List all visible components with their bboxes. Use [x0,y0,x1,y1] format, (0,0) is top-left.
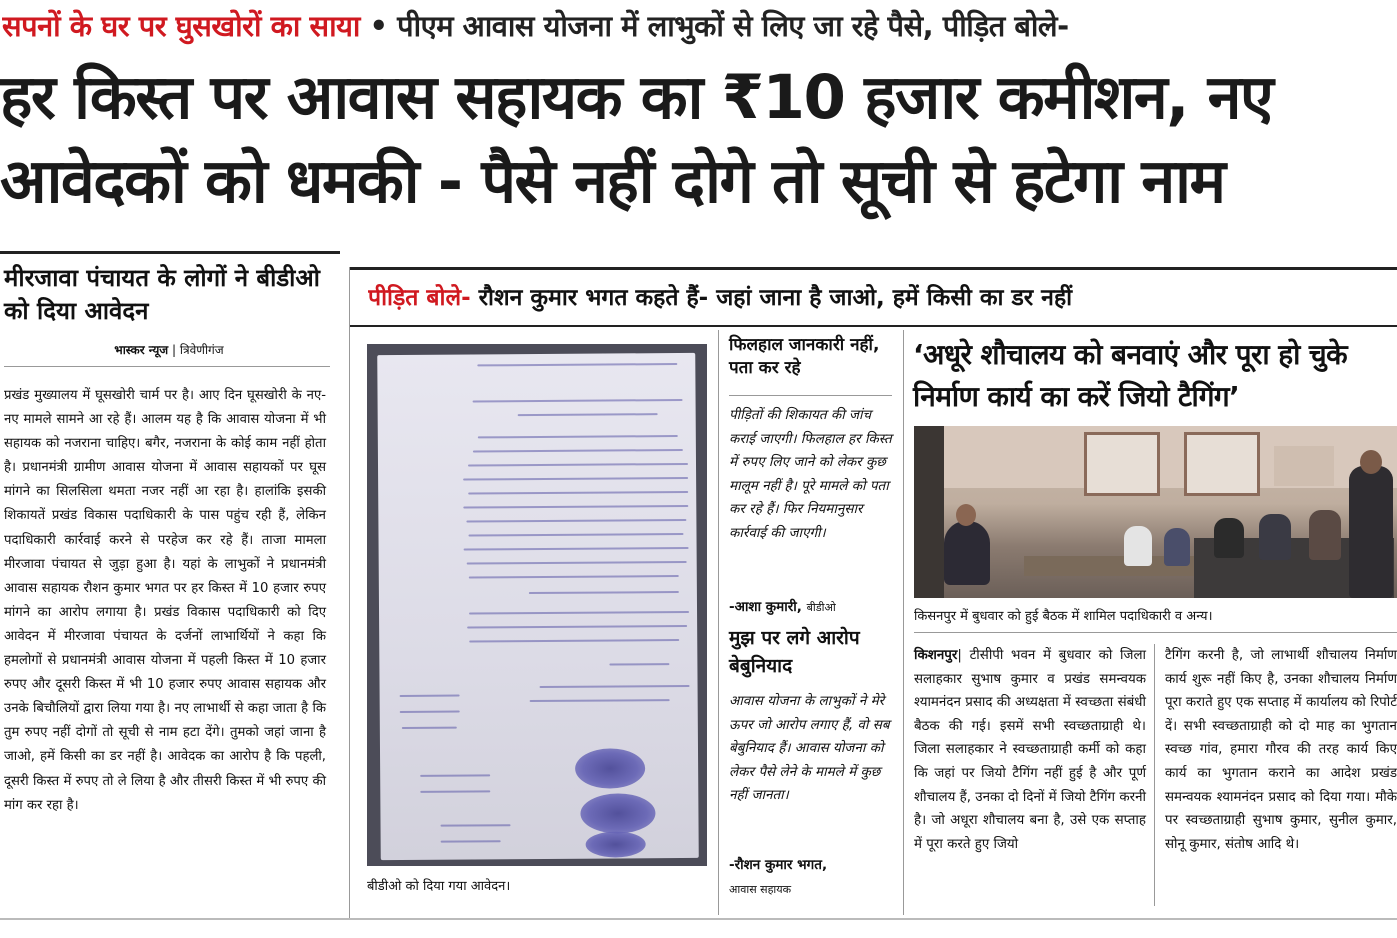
quote-rule [729,395,892,396]
bdo-signature [729,597,892,615]
kicker-dark: • पीएम आवास योजना में लाभुकों से लिए जा रहे पैसे, पीड़ित बोले- [359,9,1069,43]
right-story-column-a: किशनपुर| टीसीपी भवन में बुधवार को जिला सलाहकार सुभाष कुमार व प्रखंड समन्वयक श्यामनंदन प्रसाद की अध्यक्षता में स्वच्छता संबंधी बैठक की गई। इसमें सभी स्वच्छताग्राही थे। जिला सलाहकार ने स्वच्छताग्राही कर्मी को कहा कि जहां पर जियो टैगिंग नहीं हुई है और पूर्ण शौचालय हैं, उनका दो दिनों में जियो टैगिंग करनी है। जो अधूरा शौचालय बना है, उसे एक सप्ताह में पूरा करते हुए जियो [914,648,1146,852]
pidit-text: रौशन कुमार भगत कहते हैं- जहां जाना है जाओ, हमें किसी का डर नहीं [470,285,1073,311]
thumbprint [575,748,645,788]
right-top-rule [349,267,1397,270]
column-divider [1154,644,1155,906]
column-divider [349,267,350,918]
byline-source: भास्कर न्यूज [114,343,169,357]
application-photo [367,344,707,866]
banner-bottom-rule [349,325,1397,327]
left-story-body: प्रखंड मुख्यालय में घूसखोरी चार्म पर है। आए दिन घूसखोरी के नए-नए मामले सामने आ रहे हैं। आलम यह है कि आवास योजना में भी सहायक को नजराना चाहिए। बगैर, नजराना के कोई काम नहीं होता है। प्रधानमंत्री ग्रामीण आवास योजना में आवास सहायकों पर घूस मांगने का सिलसिला थमता नजर नहीं आ रहा है। हालांकि इसकी शिकायतें प्रखंड विकास पदाधिकारी के पास पहुंच रही हैं, लेकिन पदाधिकारी कार्रवाई करने से परहेज कर रहे हैं। ताजा मामला मीरजावा पंचायत से जुड़ा हुआ है। यहां के लाभुकों ने प्रधानमंत्री आवास सहायक रौशन कुमार भगत पर हर किस्त में 10 हजार रुपए मांगने का आरोप लगाया है। प्रखंड विकास पदाधिकारी को दिए आवेदन में मीरजावा पंचायत के दर्जनों लाभार्थियों ने कहा कि हमलोगों से प्रधानमंत्री आवास योजना में पहली किस्त में 10 हजार रुपए और दूसरी किस्त में भी 10 हजार रुपए आवास सहायक और उनके बिचौलियों द्वारा लिया गया है। नए लाभार्थी से कहा जाता है कि तुम रुपए नहीं दोगों तो सूची से नाम हटा देंगे। तुमको जहां जाना है जाओ, हमें किसी का डर नहीं है। आवेदक का आरोप है कि पहली, दूसरी किस्त में रुपए तो ले लिया है और तीसरी किस्त में भी रुपए की मांग कर रहा है। [4,388,326,813]
assistant-role: आवास सहायक [729,883,792,896]
assistant-signature: -रौशन कुमार भगत, [729,857,828,873]
thumbprint [580,793,655,834]
pidit-label: पीड़ित बोले- [368,285,471,311]
meeting-photo-caption: किसनपुर में बुधवार को हुई बैठक में शामिल पदाधिकारी व अन्य। [914,609,1213,624]
bdo-quote-heading: फिलहाल जानकारी नहीं, पता कर रहे [729,335,880,378]
left-story-headline: मीरजावा पंचायत के लोगों ने बीडीओ को दिया आवेदन [4,264,320,325]
left-top-rule [0,251,340,254]
assistant-quote-heading: मुझ पर लगे आरोप बेबुनियाद [729,627,860,677]
application-photo-caption: बीडीओ को दिया गया आवेदन। [367,879,511,894]
bdo-role: बीडीओ [806,601,836,614]
headline-line-1: हर किस्त पर आवास सहायक का ₹10 हजार कमीशन, नए [0,62,1273,133]
assistant-quote-body: आवास योजना के लाभुकों ने मेरे ऊपर जो आरोप लगाए हैं, वो सब बेबुनियाद हैं। आवास योजना को लेकर पैसे लेने के मामले में कुछ नहीं जानता। [729,693,890,803]
headline-line-2: आवेदकों को धमकी - पैसे नहीं दोगे तो सूची से हटेगा नाम [0,146,1225,217]
byline-rule [4,366,330,367]
right-story-headline: ‘अधूरे शौचालय को बनवाएं और पूरा हो चुके निर्माण कार्य का करें जियो टैगिंग’ [913,338,1347,413]
bdo-name: -आशा कुमारी, [729,599,802,615]
byline-place: त्रिवेणीगंज [179,343,224,357]
main-headline [0,56,1397,224]
thumbprint [586,831,646,857]
bottom-rule [0,918,1397,920]
dateline: किशनपुर [914,648,958,663]
column-divider [903,330,904,915]
kicker-red: सपनों के घर पर घुसखोरों का साया [2,9,360,43]
right-story-column-b: टैगिंग करनी है, जो लाभार्थी शौचालय निर्माण कार्य शुरू नहीं किए है, उनका शौचालय निर्माण पूरा कराते हुए एक सप्ताह में कार्यालय को रिपोर्ट दें। सभी स्वच्छताग्राही को दो माह का भुगतान स्वच्छ गांव, हमारा गौरव की तरह कार्य किए कार्य का भुगतान कराने का आदेश प्रखंड समन्वयक श्यामनंदन प्रसाद को दिया गया। मौके पर स्वच्छताग्राही सुभाष कुमार, सुनील कुमार, सोनू कुमार, संतोष आदि थे। [1165,648,1397,852]
bdo-quote-body: पीड़ितों की शिकायत की जांच कराई जाएगी। फिलहाल हर किस्त में रुपए लिए जाने को लेकर कुछ मालूम नहीं है। पूरे मामले को पता कर रहे हैं। फिर नियमानुसार कार्रवाई की जाएगी। [729,407,892,541]
column-divider [718,330,719,915]
kicker-line [2,6,1397,52]
left-story-byline: भास्कर न्यूज | त्रिवेणीगंज [114,343,224,357]
meeting-photo [914,426,1397,598]
caption-rule [914,632,1397,633]
right-story-text-a: टीसीपी भवन में बुधवार को जिला सलाहकार सुभाष कुमार व प्रखंड समन्वयक श्यामनंदन प्रसाद की अध्यक्षता में स्वच्छता संबंधी बैठक की गई। इसमें सभी स्वच्छताग्राही थे। जिला सलाहकार ने स्वच्छताग्राही कर्मी को कहा कि जहां पर जियो टैगिंग नहीं हुई है और पूर्ण शौचालय हैं, उनका दो दिनों में जियो टैगिंग करनी है। जो अधूरा शौचालय बना है, उसे एक सप्ताह में पूरा करते हुए जियो [914,648,1146,852]
handwritten-paper [377,353,699,860]
pidit-banner [368,280,1393,312]
